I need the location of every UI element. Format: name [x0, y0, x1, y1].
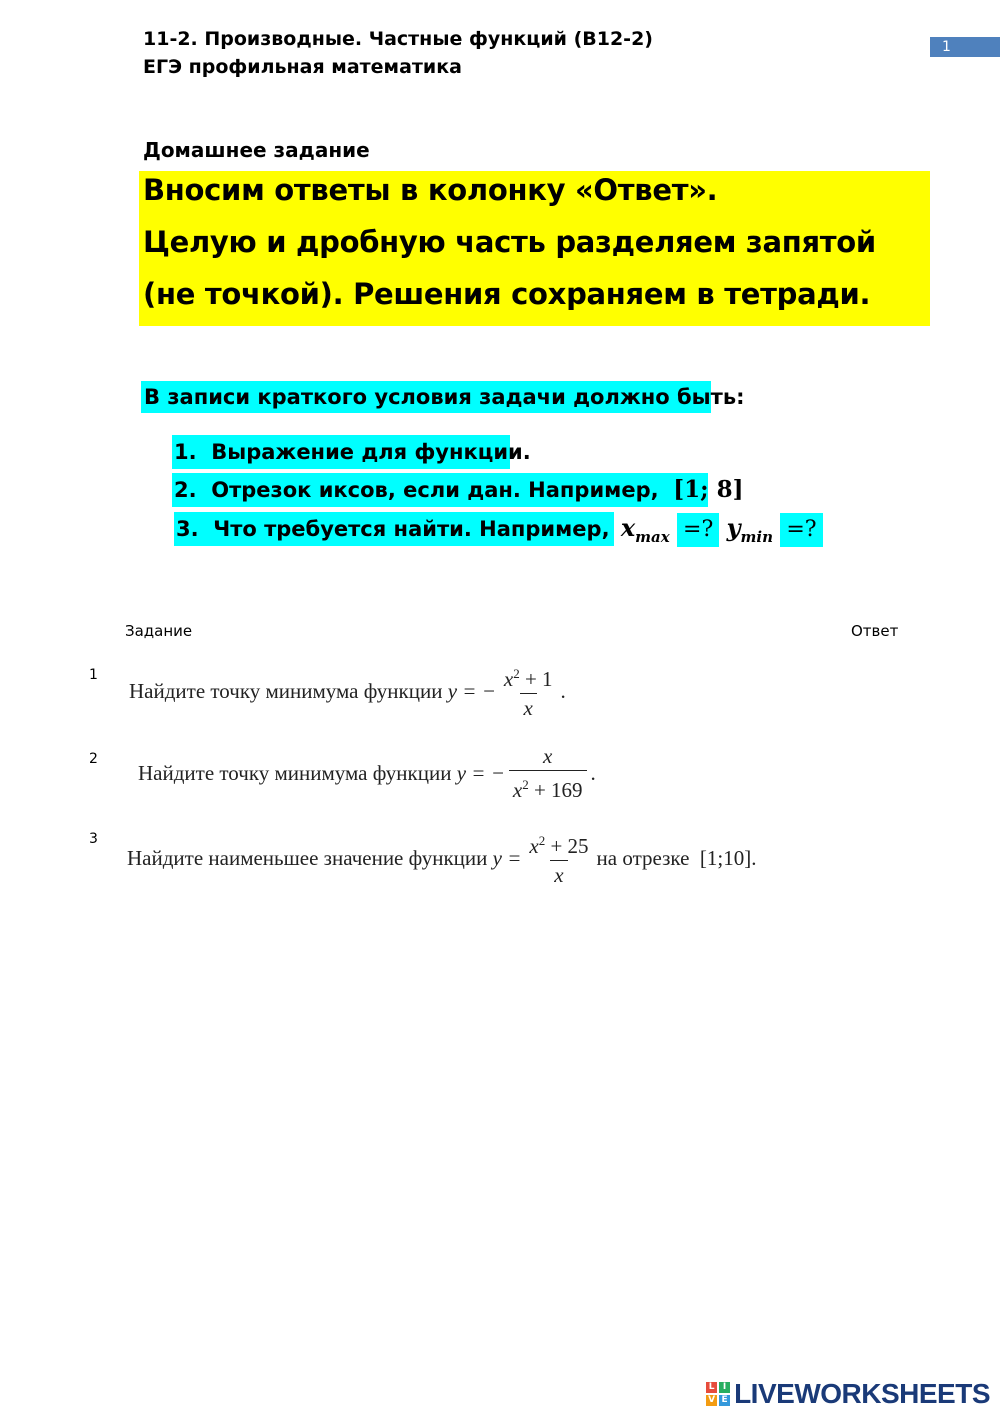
- liveworksheets-logo[interactable]: [706, 1378, 990, 1410]
- task-1-fraction: $\frac{x^2 + 1}{x}$: [503, 666, 553, 720]
- item-text: Что требуется найти. Например,: [213, 517, 610, 541]
- document-subtitle: ЕГЭ профильная математика: [143, 56, 462, 78]
- x-max-symbol: $x_{max}$: [620, 513, 670, 546]
- task-1: Найдите точку минимума функции y = − $\frac{x^2 + 1}{x}$ .: [129, 662, 566, 720]
- logo-block: E: [719, 1395, 730, 1406]
- item-text: Выражение для функции.: [211, 440, 531, 464]
- item-text: Отрезок иксов, если дан. Например,: [211, 478, 659, 502]
- item-number: 1.: [174, 440, 197, 464]
- example-interval: [1; 8]: [673, 476, 744, 503]
- item-number: 3.: [176, 517, 199, 541]
- task-3-number: 3: [89, 831, 98, 847]
- y-min-symbol: $y_{min}$: [726, 513, 774, 546]
- logo-blocks-icon: [706, 1382, 730, 1406]
- notice-line-3: (не точкой). Решения сохраняем в тетради.: [143, 277, 871, 311]
- document-title: 11-2. Производные. Частные функций (В12-2): [143, 28, 653, 50]
- task-2-fraction: $\frac{x}{x^2 + 169}$: [509, 744, 587, 802]
- notice-line-2: Целую и дробную часть разделяем запятой: [143, 225, 876, 259]
- item-number: 2.: [174, 478, 197, 502]
- notice-box: [139, 171, 930, 326]
- logo-block: L: [706, 1382, 717, 1393]
- task-2: Найдите точку минимума функции y = − $\frac{x}{x^2 + 169}$ .: [138, 744, 596, 802]
- task-2-number: 2: [89, 751, 98, 767]
- condition-item-3: [172, 511, 823, 545]
- task-3-text: Найдите наименьшее значение функции: [127, 845, 488, 870]
- page-number-badge: 1: [930, 37, 1000, 57]
- logo-block: I: [719, 1382, 730, 1393]
- task-3: Найдите наименьшее значение функции y = $\frac{x^2 + 25}{x}$ на отрезке [1;10] .: [127, 829, 756, 887]
- task-1-number: 1: [89, 667, 98, 683]
- notice-line-1: Вносим ответы в колонку «Ответ».: [143, 173, 718, 207]
- condition-item-2: [172, 473, 744, 507]
- task-3-interval: [1;10]: [699, 845, 752, 870]
- x-max-question: =?: [677, 513, 719, 547]
- logo-block: V: [706, 1395, 717, 1406]
- condition-title: В записи краткого условия задачи должно быть:: [141, 381, 711, 413]
- condition-item-1: [172, 435, 531, 469]
- task-1-text: Найдите точку минимума функции: [129, 678, 443, 703]
- logo-text: LIVEWORKSHEETS: [734, 1378, 990, 1409]
- item-3-text-highlight: [174, 512, 614, 546]
- task-3-fraction: $\frac{x^2 + 25}{x}$: [529, 833, 589, 887]
- column-header-answer: Ответ: [851, 622, 899, 640]
- task-1-lhs: y = −: [447, 678, 496, 703]
- column-header-task: Задание: [125, 622, 193, 640]
- homework-label: Домашнее задание: [143, 138, 370, 162]
- y-min-question: =?: [780, 513, 822, 547]
- task-3-lhs: y =: [492, 845, 522, 870]
- task-2-text: Найдите точку минимума функции: [138, 760, 452, 785]
- task-2-lhs: y = −: [456, 760, 505, 785]
